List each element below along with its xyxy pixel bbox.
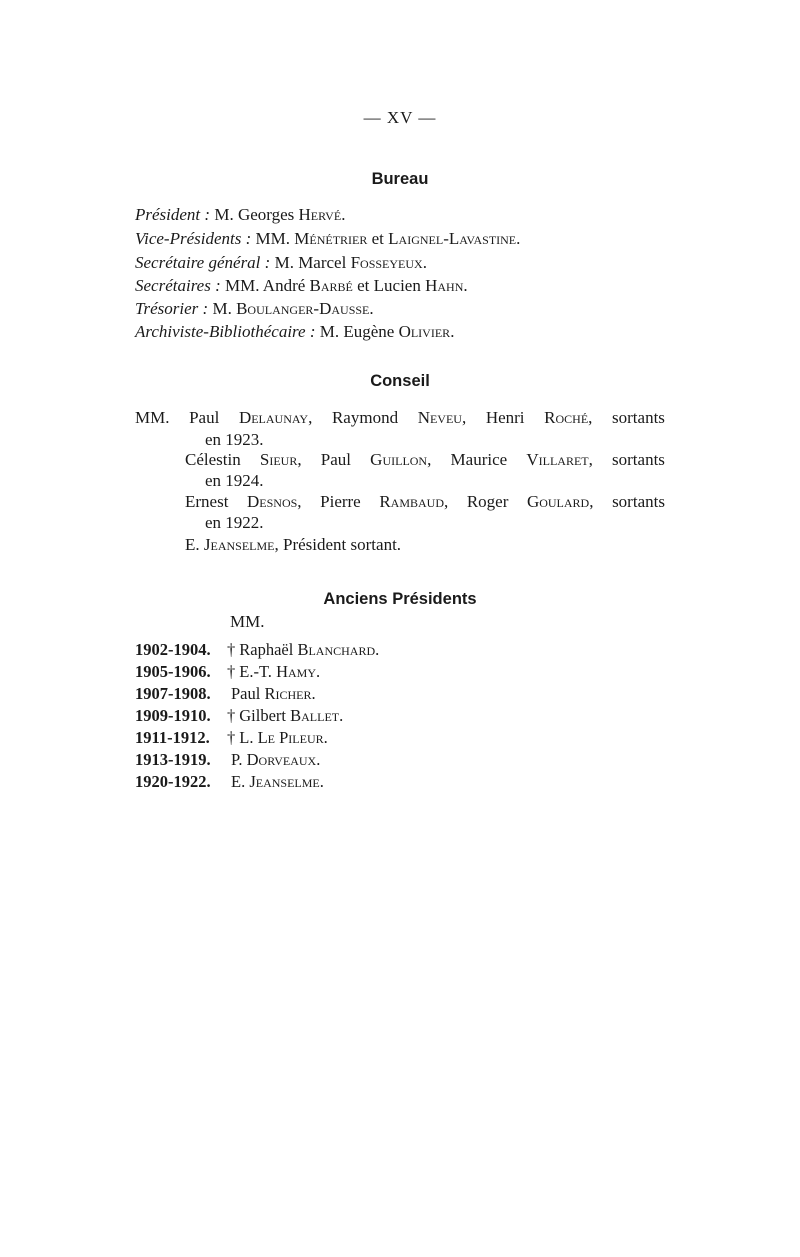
member-text: et	[367, 229, 389, 248]
term-text: sortants	[612, 492, 665, 511]
member-text: MM. André	[225, 276, 310, 295]
bureau-line-president	[135, 205, 345, 225]
member-text: .	[450, 322, 455, 341]
member-surname: Hervé	[298, 205, 342, 224]
surname: Jeanselme.	[249, 772, 324, 791]
first-name: E.	[231, 772, 250, 791]
member-text: .	[463, 276, 468, 295]
role-label: Vice-Présidents :	[135, 229, 252, 248]
surname: Delaunay,	[238, 408, 313, 427]
member-text: .	[516, 229, 521, 248]
surname: Villaret,	[526, 450, 593, 469]
surname: Ballet.	[290, 706, 344, 725]
first-name: L.	[239, 728, 258, 747]
surname: Blanchard.	[297, 640, 380, 659]
dagger-icon: †	[227, 662, 236, 681]
role-label: Secrétaire général :	[135, 253, 271, 272]
surname: Guillon,	[370, 450, 432, 469]
bureau-line-tresorier	[135, 299, 374, 319]
surname: Le Pileur.	[257, 728, 328, 747]
given-name: Roger	[466, 492, 509, 511]
mm-label: MM.	[135, 408, 170, 427]
anciens-heading: Anciens Présidents	[323, 590, 477, 608]
member-surname: Hahn	[425, 276, 464, 295]
given-name: Paul	[320, 450, 351, 469]
years: 1913-1919.	[135, 750, 211, 769]
first-name: Raphaël	[239, 640, 298, 659]
given-name: Pierre	[320, 492, 361, 511]
list-item	[135, 662, 320, 682]
member-surname: Ménétrier	[294, 229, 368, 248]
given-name: Henri	[485, 408, 525, 427]
list-item	[135, 750, 320, 770]
conseil-row-1-year: en 1923.	[205, 430, 264, 449]
member-text: M. Marcel	[274, 253, 351, 272]
dagger-icon: †	[227, 640, 236, 659]
dagger-icon: †	[227, 706, 236, 725]
role-text: , Président sortant.	[274, 535, 402, 554]
member-surname: Barbé	[309, 276, 353, 295]
surname: Goulard,	[526, 492, 594, 511]
list-item	[135, 706, 343, 726]
conseil-row-3	[185, 492, 665, 512]
surname: Richer.	[264, 684, 316, 703]
member-text: .	[369, 299, 374, 318]
term-text: sortants	[612, 450, 665, 469]
list-item	[135, 772, 324, 792]
anciens-mm-label: MM.	[230, 612, 265, 631]
surname: Desnos,	[247, 492, 302, 511]
years: 1902-1904.	[135, 640, 211, 659]
conseil-row-1	[135, 408, 665, 428]
given-name: Célestin	[185, 450, 241, 469]
given-name: Raymond	[331, 408, 399, 427]
first-name: P.	[231, 750, 247, 769]
surname: Sieur,	[259, 450, 302, 469]
member-surname: Laignel-Lavastine	[388, 229, 517, 248]
years: 1907-1908.	[135, 684, 211, 703]
role-label: Secrétaires :	[135, 276, 221, 295]
surname: Jeanselme	[203, 535, 275, 554]
role-label: Trésorier :	[135, 299, 209, 318]
page-number: — XV —	[363, 108, 437, 127]
member-text: et Lucien	[352, 276, 426, 295]
surname: Hamy.	[276, 662, 321, 681]
initial: E.	[185, 535, 204, 554]
role-label: Président :	[135, 205, 211, 224]
conseil-row-3-year: en 1922.	[205, 513, 264, 532]
term-text: sortants	[612, 408, 665, 427]
member-text: .	[341, 205, 346, 224]
years: 1909-1910.	[135, 706, 211, 725]
years: 1905-1906.	[135, 662, 211, 681]
surname: Rambaud,	[379, 492, 449, 511]
bureau-heading: Bureau	[371, 170, 429, 188]
role-label: Archiviste-Bibliothécaire :	[135, 322, 316, 341]
surname: Roché,	[544, 408, 593, 427]
list-item	[135, 684, 316, 704]
bureau-line-archiviste	[135, 322, 454, 342]
surname: Dorveaux.	[246, 750, 321, 769]
list-item	[135, 728, 328, 748]
given-name: Paul	[189, 408, 220, 427]
first-name: Gilbert	[239, 706, 291, 725]
bureau-line-vice-presidents	[135, 229, 520, 249]
member-text: M.	[212, 299, 237, 318]
surname: Neveu,	[417, 408, 467, 427]
bureau-line-secretaire-general	[135, 253, 427, 273]
conseil-row-2	[185, 450, 665, 470]
first-name: E.-T.	[239, 662, 277, 681]
bureau-line-secretaires	[135, 276, 468, 296]
conseil-heading: Conseil	[370, 372, 430, 390]
years: 1911-1912.	[135, 728, 210, 747]
conseil-row-4	[185, 535, 401, 555]
member-surname: Fosseyeux	[350, 253, 423, 272]
first-name: Paul	[231, 684, 265, 703]
dagger-icon: †	[227, 728, 236, 747]
given-name: Maurice	[450, 450, 508, 469]
member-surname: Olivier	[398, 322, 451, 341]
list-item	[135, 640, 379, 660]
member-surname: Boulanger-Dausse	[236, 299, 370, 318]
member-text: M. Eugène	[319, 322, 399, 341]
member-text: MM.	[255, 229, 295, 248]
conseil-row-2-year: en 1924.	[205, 471, 264, 490]
given-name: Ernest	[185, 492, 229, 511]
member-text: .	[422, 253, 427, 272]
member-text: M. Georges	[214, 205, 299, 224]
years: 1920-1922.	[135, 772, 211, 791]
